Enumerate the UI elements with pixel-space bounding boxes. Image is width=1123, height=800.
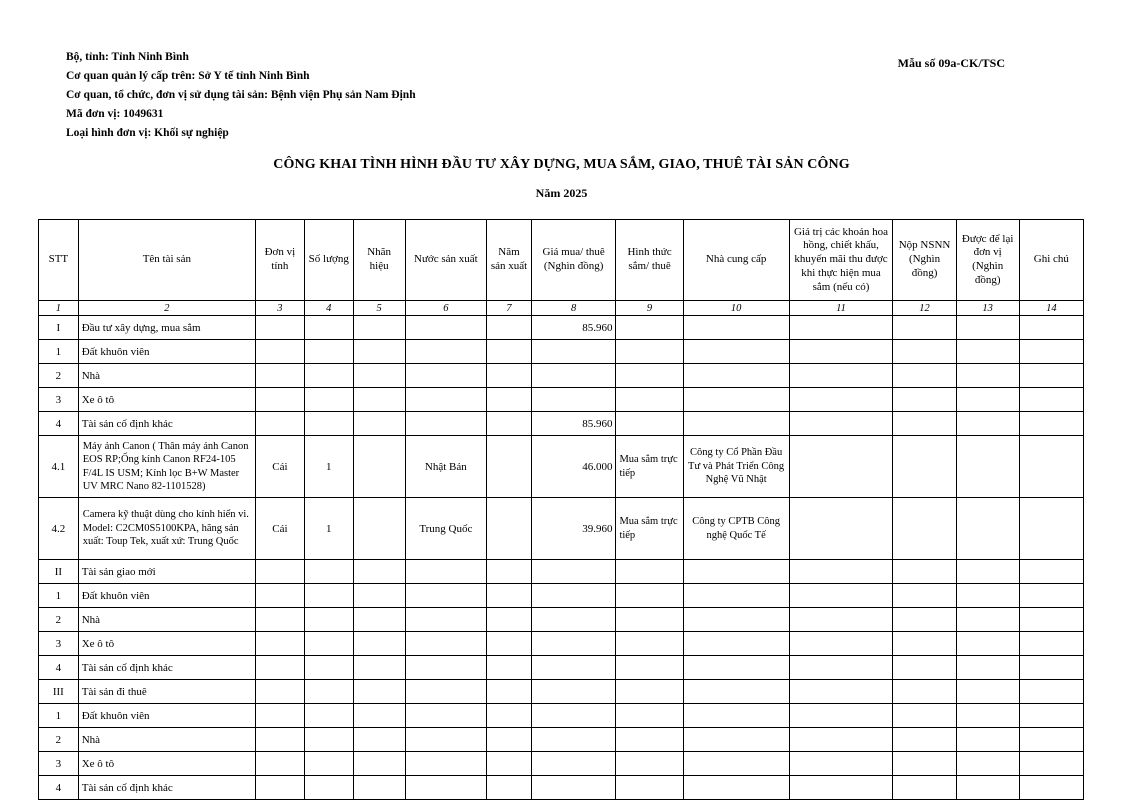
cell-brand (353, 752, 405, 776)
table-row (39, 584, 1084, 608)
col-header-asset-name: Tên tài sản (78, 220, 255, 301)
col-number-1: 1 (39, 301, 79, 316)
cell-nsnn (893, 412, 956, 436)
table-row (39, 656, 1084, 680)
cell-nsnn (893, 316, 956, 340)
cell-year (487, 704, 532, 728)
cell-price: 39.960 (531, 498, 616, 560)
cell-nsnn (893, 776, 956, 800)
table-row (39, 632, 1084, 656)
cell-asset-name: Tài sản cố định khác (78, 412, 255, 436)
cell-purchase-form (616, 388, 683, 412)
cell-asset-name: Tài sản cố định khác (78, 776, 255, 800)
cell-unit (255, 364, 304, 388)
table-column-number-row (39, 301, 1084, 316)
cell-asset-name: Xe ô tô (78, 632, 255, 656)
page-title: CÔNG KHAI TÌNH HÌNH ĐẦU TƯ XÂY DỰNG, MUA SẮM, GIAO, THUÊ TÀI SẢN CÔNG (273, 157, 850, 172)
cell-unit (255, 656, 304, 680)
cell-note (1019, 412, 1083, 436)
cell-asset-name: Đất khuôn viên (78, 704, 255, 728)
table-row (39, 608, 1084, 632)
cell-asset-name: Đất khuôn viên (78, 584, 255, 608)
cell-purchase-form (616, 364, 683, 388)
cell-supplier (683, 584, 789, 608)
cell-country (405, 752, 486, 776)
cell-commission (789, 632, 893, 656)
cell-year (487, 728, 532, 752)
cell-year (487, 364, 532, 388)
cell-commission (789, 584, 893, 608)
cell-price: 85.960 (531, 412, 616, 436)
cell-commission (789, 412, 893, 436)
cell-purchase-form (616, 340, 683, 364)
cell-supplier (683, 608, 789, 632)
col-header-price: Giá mua/ thuê (Nghìn đồng) (531, 220, 616, 301)
cell-unit: Cái (255, 436, 304, 498)
cell-year (487, 560, 532, 584)
cell-nsnn (893, 340, 956, 364)
cell-asset-name: Nhà (78, 608, 255, 632)
cell-stt: 2 (39, 364, 79, 388)
cell-retained (956, 436, 1019, 498)
cell-commission (789, 680, 893, 704)
cell-price (531, 776, 616, 800)
cell-retained (956, 412, 1019, 436)
cell-price (531, 632, 616, 656)
cell-country (405, 776, 486, 800)
cell-supplier (683, 316, 789, 340)
cell-commission (789, 560, 893, 584)
cell-unit (255, 316, 304, 340)
cell-commission (789, 364, 893, 388)
cell-quantity (304, 316, 353, 340)
col-number-14: 14 (1019, 301, 1083, 316)
cell-note (1019, 704, 1083, 728)
cell-commission (789, 388, 893, 412)
cell-quantity (304, 728, 353, 752)
cell-stt: 3 (39, 388, 79, 412)
cell-brand (353, 412, 405, 436)
cell-quantity: 1 (304, 436, 353, 498)
cell-purchase-form (616, 412, 683, 436)
cell-quantity (304, 656, 353, 680)
col-number-2: 2 (78, 301, 255, 316)
cell-note (1019, 388, 1083, 412)
cell-nsnn (893, 364, 956, 388)
cell-year (487, 656, 532, 680)
col-number-8: 8 (531, 301, 616, 316)
cell-brand (353, 364, 405, 388)
cell-supplier (683, 680, 789, 704)
cell-purchase-form (616, 560, 683, 584)
cell-stt: 2 (39, 728, 79, 752)
cell-price (531, 340, 616, 364)
table-row (39, 560, 1084, 584)
cell-nsnn (893, 632, 956, 656)
cell-note (1019, 560, 1083, 584)
cell-supplier (683, 412, 789, 436)
cell-country (405, 388, 486, 412)
col-header-quantity: Số lượng (304, 220, 353, 301)
cell-purchase-form (616, 776, 683, 800)
cell-price (531, 608, 616, 632)
cell-commission (789, 728, 893, 752)
cell-supplier (683, 656, 789, 680)
cell-supplier (683, 388, 789, 412)
table-row (39, 704, 1084, 728)
cell-brand (353, 316, 405, 340)
col-number-12: 12 (893, 301, 956, 316)
cell-retained (956, 656, 1019, 680)
cell-year (487, 388, 532, 412)
cell-quantity (304, 704, 353, 728)
table-row (39, 728, 1084, 752)
cell-note (1019, 752, 1083, 776)
cell-unit (255, 776, 304, 800)
cell-commission (789, 340, 893, 364)
cell-retained (956, 608, 1019, 632)
cell-commission (789, 704, 893, 728)
cell-brand (353, 584, 405, 608)
cell-retained (956, 776, 1019, 800)
cell-supplier (683, 364, 789, 388)
form-code: Mẫu số 09a-CK/TSC (897, 56, 1005, 70)
col-header-supplier: Nhà cung cấp (683, 220, 789, 301)
header-line-using-unit: Cơ quan, tổ chức, đơn vị sử dụng tài sản: Bệnh viện Phụ sản Nam Định (66, 88, 416, 101)
col-header-unit: Đơn vị tính (255, 220, 304, 301)
cell-note (1019, 498, 1083, 560)
cell-nsnn (893, 728, 956, 752)
cell-purchase-form (616, 632, 683, 656)
cell-price (531, 584, 616, 608)
header-line-unit-type: Loại hình đơn vị: Khối sự nghiệp (66, 126, 229, 139)
cell-asset-name: Tài sản cố định khác (78, 656, 255, 680)
cell-unit (255, 728, 304, 752)
cell-nsnn (893, 704, 956, 728)
cell-note (1019, 340, 1083, 364)
cell-quantity (304, 340, 353, 364)
cell-purchase-form (616, 608, 683, 632)
cell-price (531, 728, 616, 752)
cell-asset-name: Đầu tư xây dựng, mua sắm (78, 316, 255, 340)
table-row (39, 316, 1084, 340)
cell-quantity (304, 388, 353, 412)
cell-commission (789, 498, 893, 560)
cell-price (531, 560, 616, 584)
cell-price (531, 704, 616, 728)
header-line-unit-code: Mã đơn vị: 1049631 (66, 107, 164, 120)
cell-asset-name: Tài sản đi thuê (78, 680, 255, 704)
cell-supplier (683, 560, 789, 584)
cell-brand (353, 388, 405, 412)
cell-commission (789, 776, 893, 800)
col-header-note: Ghi chú (1019, 220, 1083, 301)
cell-quantity (304, 584, 353, 608)
cell-supplier (683, 340, 789, 364)
cell-stt: 4 (39, 656, 79, 680)
cell-quantity (304, 776, 353, 800)
col-number-11: 11 (789, 301, 893, 316)
cell-price (531, 656, 616, 680)
cell-supplier (683, 632, 789, 656)
cell-stt: 4.1 (39, 436, 79, 498)
cell-stt: 1 (39, 584, 79, 608)
cell-country (405, 364, 486, 388)
cell-country (405, 728, 486, 752)
cell-asset-name: Nhà (78, 364, 255, 388)
cell-brand (353, 632, 405, 656)
cell-asset-name: Đất khuôn viên (78, 340, 255, 364)
cell-stt: 4.2 (39, 498, 79, 560)
cell-purchase-form (616, 656, 683, 680)
cell-note (1019, 316, 1083, 340)
table-row (39, 498, 1084, 560)
cell-price (531, 752, 616, 776)
col-number-13: 13 (956, 301, 1019, 316)
cell-unit (255, 388, 304, 412)
col-number-5: 5 (353, 301, 405, 316)
col-header-retained: Được để lại đơn vị (Nghìn đồng) (956, 220, 1019, 301)
document-year: Năm 2025 (535, 186, 588, 200)
cell-stt: 3 (39, 632, 79, 656)
cell-quantity (304, 752, 353, 776)
cell-note (1019, 608, 1083, 632)
cell-brand (353, 560, 405, 584)
cell-year (487, 632, 532, 656)
table-row (39, 776, 1084, 800)
cell-country: Nhật Bản (405, 436, 486, 498)
cell-retained (956, 632, 1019, 656)
cell-unit (255, 584, 304, 608)
cell-unit (255, 560, 304, 584)
cell-asset-name: Máy ảnh Canon ( Thân máy ảnh Canon EOS RP;Ống kính Canon RF24-105 F/4L IS USM; Kính lọc B+W Master UV MRC Nano 82-1101528) (78, 436, 255, 498)
cell-price (531, 680, 616, 704)
cell-year (487, 584, 532, 608)
table-row (39, 388, 1084, 412)
cell-nsnn (893, 752, 956, 776)
cell-purchase-form (616, 584, 683, 608)
cell-quantity (304, 560, 353, 584)
cell-nsnn (893, 680, 956, 704)
cell-quantity (304, 364, 353, 388)
cell-commission (789, 656, 893, 680)
cell-price: 46.000 (531, 436, 616, 498)
col-number-4: 4 (304, 301, 353, 316)
cell-note (1019, 364, 1083, 388)
cell-retained (956, 316, 1019, 340)
table-row (39, 412, 1084, 436)
cell-note (1019, 436, 1083, 498)
col-header-nsnn: Nộp NSNN (Nghìn đồng) (893, 220, 956, 301)
cell-purchase-form: Mua sắm trực tiếp (616, 498, 683, 560)
col-header-purchase-form: Hình thức sắm/ thuê (616, 220, 683, 301)
cell-brand (353, 498, 405, 560)
cell-note (1019, 584, 1083, 608)
col-header-country: Nước sản xuất (405, 220, 486, 301)
cell-year (487, 752, 532, 776)
cell-purchase-form (616, 316, 683, 340)
col-header-brand: Nhãn hiệu (353, 220, 405, 301)
cell-unit (255, 752, 304, 776)
cell-country (405, 608, 486, 632)
cell-country (405, 316, 486, 340)
cell-retained (956, 680, 1019, 704)
col-number-6: 6 (405, 301, 486, 316)
table-row (39, 364, 1084, 388)
cell-retained (956, 498, 1019, 560)
cell-supplier (683, 728, 789, 752)
cell-asset-name: Camera kỹ thuật dùng cho kính hiển vi. Model: C2CM0S5100KPA, hãng sản xuất: Toup Tek, xuất xứ: Trung Quốc (78, 498, 255, 560)
cell-stt: III (39, 680, 79, 704)
cell-asset-name: Xe ô tô (78, 752, 255, 776)
cell-brand (353, 608, 405, 632)
cell-unit (255, 680, 304, 704)
cell-note (1019, 632, 1083, 656)
cell-retained (956, 340, 1019, 364)
cell-stt: 4 (39, 412, 79, 436)
cell-note (1019, 656, 1083, 680)
cell-asset-name: Nhà (78, 728, 255, 752)
cell-commission (789, 316, 893, 340)
cell-country: Trung Quốc (405, 498, 486, 560)
cell-nsnn (893, 498, 956, 560)
cell-price (531, 388, 616, 412)
cell-year (487, 316, 532, 340)
asset-table (38, 219, 1084, 800)
cell-asset-name: Tài sản giao mới (78, 560, 255, 584)
cell-asset-name: Xe ô tô (78, 388, 255, 412)
cell-year (487, 436, 532, 498)
cell-stt: 4 (39, 776, 79, 800)
cell-purchase-form: Mua sắm trực tiếp (616, 436, 683, 498)
cell-unit (255, 608, 304, 632)
cell-purchase-form (616, 680, 683, 704)
cell-unit: Cái (255, 498, 304, 560)
cell-year (487, 680, 532, 704)
col-number-3: 3 (255, 301, 304, 316)
cell-year (487, 608, 532, 632)
header-line-parent-agency: Cơ quan quản lý cấp trên: Sở Y tế tỉnh Ninh Bình (66, 69, 310, 82)
cell-year (487, 776, 532, 800)
cell-nsnn (893, 436, 956, 498)
cell-brand (353, 704, 405, 728)
table-header-row (39, 220, 1084, 301)
cell-retained (956, 388, 1019, 412)
cell-stt: II (39, 560, 79, 584)
cell-supplier (683, 776, 789, 800)
cell-stt: 1 (39, 704, 79, 728)
cell-country (405, 584, 486, 608)
cell-year (487, 498, 532, 560)
cell-unit (255, 340, 304, 364)
document-header (66, 48, 416, 143)
table-row (39, 436, 1084, 498)
cell-brand (353, 656, 405, 680)
cell-country (405, 340, 486, 364)
col-header-commission: Giá trị các khoản hoa hồng, chiết khấu, khuyến mãi thu được khi thực hiện mua sắm (nếu có) (789, 220, 893, 301)
cell-brand (353, 776, 405, 800)
cell-purchase-form (616, 728, 683, 752)
col-number-7: 7 (487, 301, 532, 316)
cell-unit (255, 632, 304, 656)
cell-supplier: Công ty CPTB Công nghệ Quốc Tế (683, 498, 789, 560)
cell-nsnn (893, 388, 956, 412)
col-number-10: 10 (683, 301, 789, 316)
cell-commission (789, 608, 893, 632)
cell-retained (956, 364, 1019, 388)
col-header-year: Năm sản xuất (487, 220, 532, 301)
cell-note (1019, 728, 1083, 752)
table-row (39, 752, 1084, 776)
cell-supplier (683, 752, 789, 776)
cell-year (487, 412, 532, 436)
cell-year (487, 340, 532, 364)
cell-country (405, 704, 486, 728)
cell-stt: I (39, 316, 79, 340)
cell-quantity (304, 608, 353, 632)
cell-retained (956, 584, 1019, 608)
cell-stt: 3 (39, 752, 79, 776)
cell-retained (956, 560, 1019, 584)
cell-unit (255, 412, 304, 436)
cell-nsnn (893, 584, 956, 608)
cell-country (405, 560, 486, 584)
cell-nsnn (893, 560, 956, 584)
cell-stt: 2 (39, 608, 79, 632)
col-number-9: 9 (616, 301, 683, 316)
cell-commission (789, 752, 893, 776)
cell-quantity (304, 680, 353, 704)
cell-retained (956, 704, 1019, 728)
cell-commission (789, 436, 893, 498)
cell-retained (956, 728, 1019, 752)
table-row (39, 680, 1084, 704)
cell-purchase-form (616, 704, 683, 728)
cell-note (1019, 680, 1083, 704)
cell-supplier (683, 704, 789, 728)
cell-brand (353, 728, 405, 752)
cell-quantity (304, 632, 353, 656)
cell-brand (353, 340, 405, 364)
cell-price (531, 364, 616, 388)
cell-note (1019, 776, 1083, 800)
cell-nsnn (893, 608, 956, 632)
cell-nsnn (893, 656, 956, 680)
cell-country (405, 656, 486, 680)
col-header-stt: STT (39, 220, 79, 301)
cell-country (405, 412, 486, 436)
table-row (39, 340, 1084, 364)
cell-price: 85.960 (531, 316, 616, 340)
cell-supplier: Công ty Cổ Phần Đầu Tư và Phát Triển Công Nghệ Vũ Nhật (683, 436, 789, 498)
cell-quantity (304, 412, 353, 436)
cell-country (405, 632, 486, 656)
cell-country (405, 680, 486, 704)
header-line-province: Bộ, tỉnh: Tỉnh Ninh Bình (66, 51, 189, 63)
cell-purchase-form (616, 752, 683, 776)
cell-quantity: 1 (304, 498, 353, 560)
cell-retained (956, 752, 1019, 776)
cell-brand (353, 436, 405, 498)
cell-stt: 1 (39, 340, 79, 364)
cell-brand (353, 680, 405, 704)
cell-unit (255, 704, 304, 728)
